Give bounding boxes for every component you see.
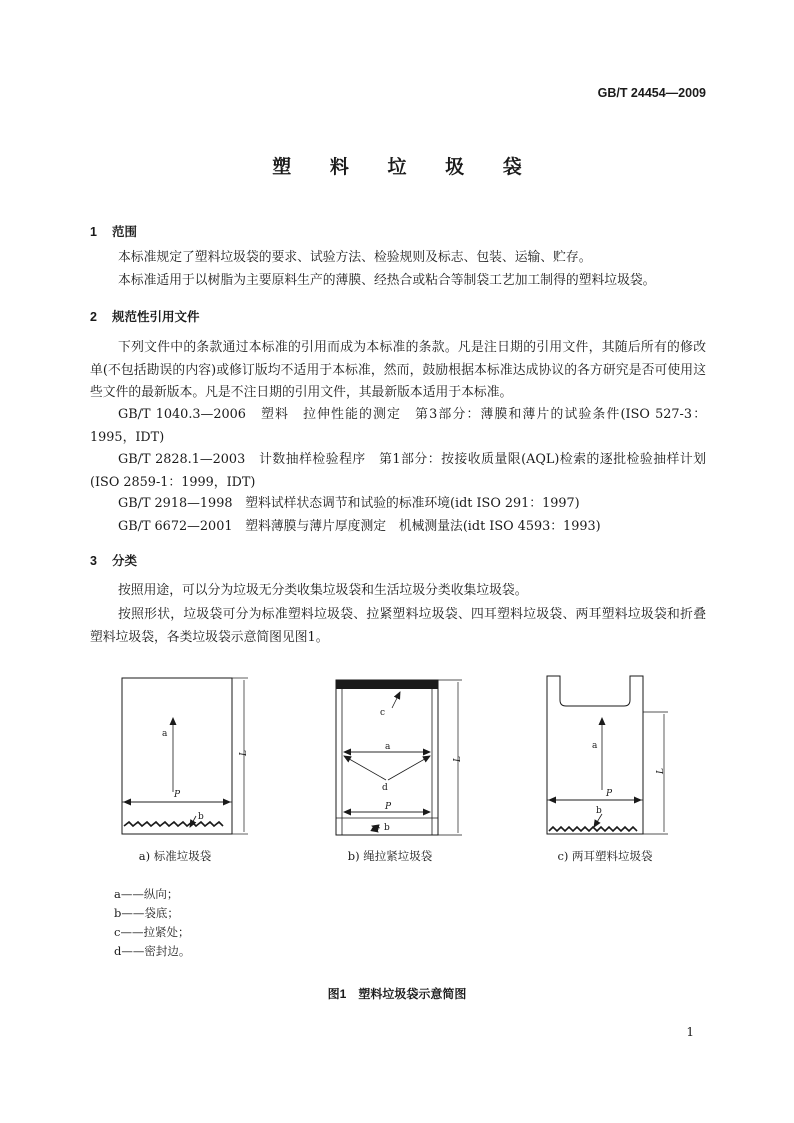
- label-b: b: [384, 823, 390, 833]
- figure-b-drawstring-bag: [330, 670, 480, 840]
- reference-item: GB/T 6672—2001 塑料薄膜与薄片厚度测定 机械测量法(idt ISO 4593：1993): [118, 519, 601, 534]
- section-title: 规范性引用文件: [112, 310, 200, 324]
- label-c: c: [380, 708, 386, 718]
- standard-code: GB/T 24454—2009: [597, 86, 706, 100]
- legend-item: a——纵向；: [114, 887, 179, 901]
- section-number: 3: [90, 554, 97, 568]
- label-l: L: [239, 750, 249, 756]
- figure-a-standard-bag: [110, 670, 260, 840]
- label-d: d: [382, 783, 388, 793]
- reference-item: GB/T 2828.1—2003 计数抽样检验程序 第1部分：按接收质量限(AQL)检索的逐批检验抽样计划(ISO 2859-1：1999，IDT): [90, 452, 706, 490]
- label-p: P: [385, 802, 392, 812]
- label-l: L: [656, 768, 666, 774]
- label-p: P: [174, 790, 181, 800]
- figure-c-two-ear-bag: [540, 670, 690, 840]
- paragraph: 本标准适用于以树脂为主要原料生产的薄膜、经热合或粘合等制袋工艺加工制得的塑料垃圾袋。: [118, 273, 656, 288]
- document-title: 塑 料 垃 圾 袋: [272, 156, 538, 178]
- legend-item: d——密封边。: [114, 944, 191, 958]
- reference-item: GB/T 1040.3—2006 塑料 拉伸性能的测定 第3部分：薄膜和薄片的试验条件(ISO 527-3：1995，IDT): [90, 407, 706, 445]
- label-b: b: [198, 812, 204, 822]
- page-number: 1: [686, 1025, 694, 1039]
- section-title: 分类: [112, 554, 138, 568]
- label-b: b: [596, 806, 602, 816]
- paragraph: 下列文件中的条款通过本标准的引用而成为本标准的条款。凡是注日期的引用文件，其随后所有的修改单(不包括勘误的内容)或修订版均不适用于本标准，然而，鼓励根据本标准达成协议的各方研究是否可使用这些文件的最新版本。凡是不注日期的引用文件，其最新版本适用于本标准。: [90, 340, 706, 400]
- figure-title: 图1 塑料垃圾袋示意简图: [327, 987, 467, 1001]
- section-1-heading: [90, 222, 137, 240]
- figure-c-caption: c) 两耳塑料垃圾袋: [557, 849, 653, 863]
- section-2-heading: [90, 307, 200, 325]
- legend-item: c——拉紧处；: [114, 925, 190, 939]
- label-a: a: [592, 741, 598, 751]
- section-number: 2: [90, 310, 97, 324]
- paragraph: 按照形状，垃圾袋可分为标准塑料垃圾袋、拉紧塑料垃圾袋、四耳塑料垃圾袋、两耳塑料垃圾袋和折叠塑料垃圾袋，各类垃圾袋示意简图见图1。: [90, 607, 706, 645]
- section-3-heading: [90, 551, 137, 569]
- figure-a-caption: a) 标准垃圾袋: [138, 849, 212, 863]
- label-a: a: [162, 729, 168, 739]
- label-a: a: [385, 742, 391, 752]
- label-l: L: [453, 756, 463, 762]
- paragraph: 按照用途，可以分为垃圾无分类收集垃圾袋和生活垃圾分类收集垃圾袋。: [118, 583, 528, 598]
- legend-item: b——袋底；: [114, 906, 179, 920]
- figure-b-caption: b) 绳拉紧垃圾袋: [347, 849, 433, 863]
- section-title: 范围: [112, 225, 138, 239]
- paragraph: 本标准规定了塑料垃圾袋的要求、试验方法、检验规则及标志、包装、运输、贮存。: [118, 250, 592, 265]
- reference-item: GB/T 2918—1998 塑料试样状态调节和试验的标准环境(idt ISO 291：1997): [118, 496, 580, 511]
- label-p: P: [606, 789, 613, 799]
- section-number: 1: [90, 225, 97, 239]
